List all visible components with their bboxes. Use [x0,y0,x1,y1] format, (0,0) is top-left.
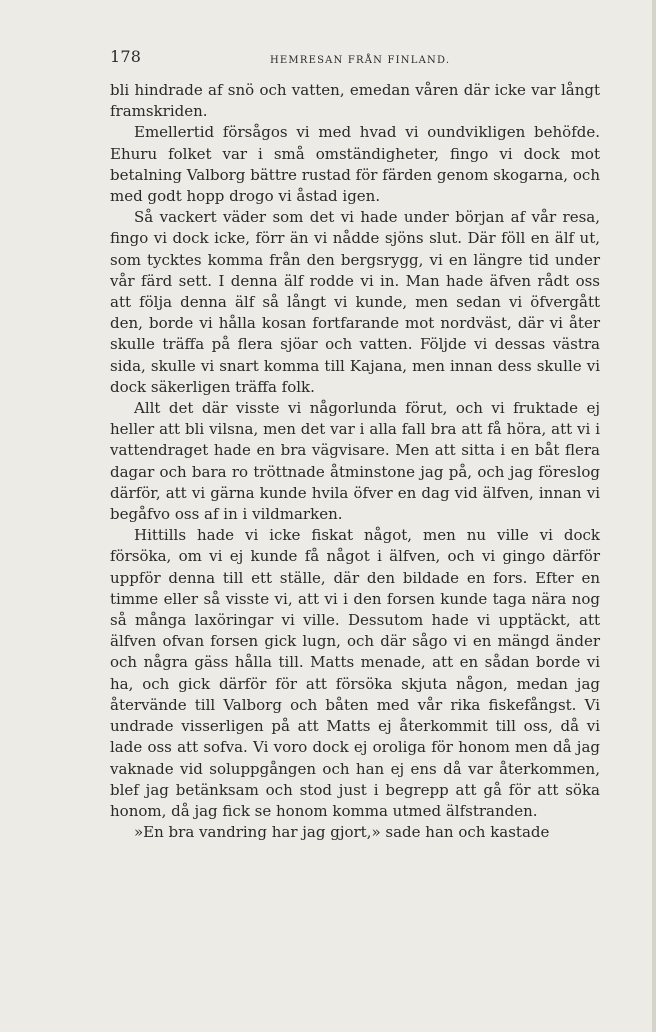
paragraph: »En bra vandring har jag gjort,» sade han och kastade [134,823,550,842]
paragraph: Hittills hade vi icke fiskat något, men nu ville vi dock försöka, om vi ej kunde få något i älfven, och vi gingo därför uppför denna till ett ställe, där den bildade en fors. Efter en timme eller så visste vi, att vi i den forsen kunde taga nära nog så många laxöringar vi ville. Dessutom hade vi upptäckt, att älfven ofvan forsen gick lugn, och där sågo vi en mängd änder och några gäss hålla till. Matts menade, att en sådan borde vi ha, och gick därför för att försöka skjuta någon, medan jag återvände till Valborg och båten med vår rika fiskefångst. Vi undrade visserligen på att Matts ej återkommit till oss, då vi lade oss att sofva. Vi voro dock ej oroliga för honom men då jag vaknade vid soluppgången och han ej ens då var återkommen, blef jag betänksam och stod just i begrepp att gå för att söka honom, då jag fick se honom komma utmed älfstranden. [110,526,600,820]
page-number: 178 [110,47,142,66]
running-title: HEMRESAN FRÅN FINLAND. [270,55,451,66]
paragraph: Så vackert väder som det vi hade under början af vår resa, fingo vi dock icke, förr än vi nådde sjöns slut. Där föll en älf ut, som tycktes komma från den bergsrygg, vi en längre tid under vår färd sett. I denna älf rodde vi in. Man hade äfven rådt oss att följa denna älf så långt vi kunde, men sedan vi öfvergått den, borde vi hålla kosan fortfarande mot nordväst, där vi åter skulle träffa på flera sjöar och vatten. Följde vi dessas västra sida, skulle vi snart komma till Kajana, men innan dess skulle vi dock säkerligen träffa folk. [110,208,600,396]
page-header [110,47,600,71]
body-text [110,80,600,843]
paragraph: Emellertid försågos vi med hvad vi oundvikligen behöfde. Ehuru folket var i små omständigheter, fingo vi dock mot betalning Valborg bättre rustad för färden genom skogarna, och med godt hopp drogo vi åstad igen. [110,123,600,206]
page-edge [652,0,656,1032]
paragraph: bli hindrade af snö och vatten, emedan våren där icke var långt framskriden. [110,81,600,121]
paragraph: Allt det där visste vi någorlunda förut, och vi fruktade ej heller att bli vilsna, men det var i alla fall bra att få höra, att vi i vattendraget hade en bra vägvisare. Men att sitta i en båt flera dagar och bara ro tröttnade åtminstone jag på, och jag föreslog därför, att vi gärna kunde hvila öfver en dag vid älfven, innan vi begåfvo oss af in i vildmarken. [110,399,600,524]
